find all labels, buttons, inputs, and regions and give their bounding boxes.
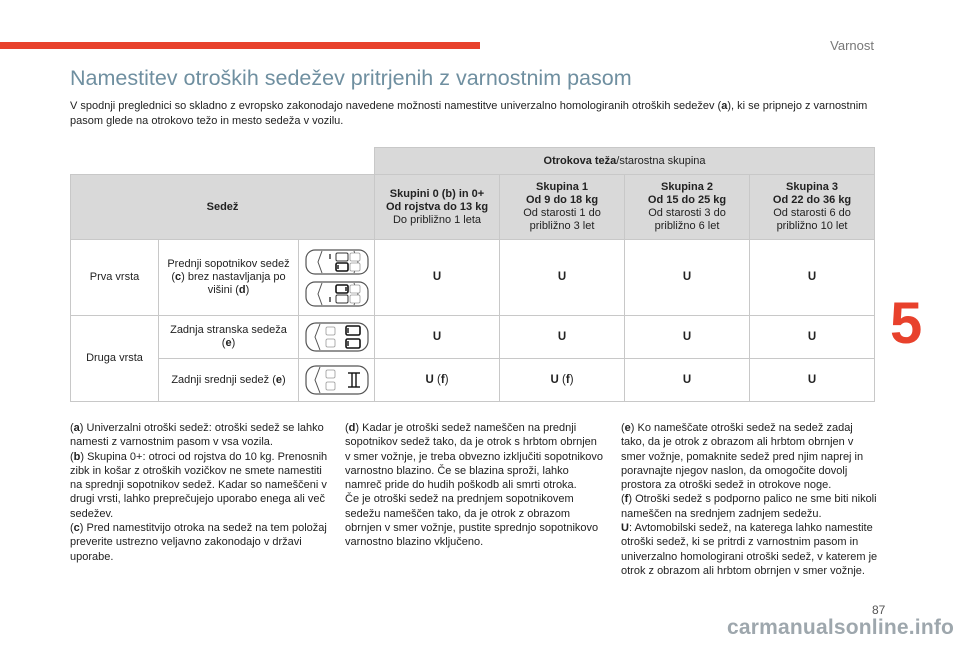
- value-first-0: U: [375, 240, 500, 316]
- value-center-3: U: [750, 359, 875, 402]
- car-rear-center-icon: [299, 359, 375, 402]
- page-title: Namestitev otroških sedežev pritrjenih z varnostnim pasom: [70, 66, 632, 90]
- value-center-0: U (f): [375, 359, 500, 402]
- row-label-first: Prva vrsta: [71, 240, 159, 316]
- seat-rear-side: Zadnja stranska sedeža (e): [159, 316, 299, 359]
- car-icon-front-rearward: [304, 279, 370, 309]
- accent-bar: [0, 42, 480, 49]
- table-row: [71, 240, 875, 316]
- group-header-3: Skupina 3 Od 22 do 36 kg Od starosti 6 do približno 10 let: [750, 175, 875, 240]
- row-label-second: Druga vrsta: [71, 316, 159, 402]
- value-first-1: U: [500, 240, 625, 316]
- notes-column-1: (a) Univerzalni otroški sedež: otroški sedež se lahko namesti z varnostnim pasom v vsa vozila. (b) Skupina 0+: otroci od rojstva do 10 kg. Prenosnih zibk in košar z otroških vozičkov ne smete namestiti na sprednji sopotnikov sedež. Kadar so nameščeni v drugi vrsti, lahko preprečujejo uporabo enega ali več sedežev. (c) Pred namestitvijo otroka na sedež na tem položaj preverite ustrezno veljavno zakonodajo v državi uporabe.: [70, 422, 328, 563]
- page-number: 87: [872, 603, 886, 617]
- car-icon-rear-center: [304, 363, 370, 397]
- car-front-seat-icon: [299, 240, 375, 316]
- value-side-2: U: [625, 316, 750, 359]
- value-side-1: U: [500, 316, 625, 359]
- seat-rear-center: Zadnji srednji sedež (e): [159, 359, 299, 402]
- seat-front-passenger: Prednji sopotnikov sedež (c) brez nastavljanja po višini (d): [159, 240, 299, 316]
- value-first-3: U: [750, 240, 875, 316]
- group-header-0: Skupini 0 (b) in 0+ Od rojstva do 13 kg Do približno 1 leta: [375, 175, 500, 240]
- value-side-3: U: [750, 316, 875, 359]
- value-side-0: U: [375, 316, 500, 359]
- group-header-1: Skupina 1 Od 9 do 18 kg Od starosti 1 do približno 3 let: [500, 175, 625, 240]
- group-header-2: Skupina 2 Od 15 do 25 kg Od starosti 3 do približno 6 let: [625, 175, 750, 240]
- table-row: [71, 316, 875, 359]
- car-icon-rear-side: [304, 320, 370, 354]
- notes-column-3: (e) Ko nameščate otroški sedež na sedež zadaj tako, da je otrok z obrazom ali hrbtom obrnjen v smer vožnje, pomaknite sedež pred njim naprej in poravnajte njegov naslon, da omogočite dovolj prostora za otroški sedež in otrokove noge. (f) Otroški sedež s podporno palico ne sme biti nikoli nameščen na srednjem zadnjem sedežu. U: Avtomobilski sedež, na katerega lahko namestite otroški sedež, ki se pritrdi z varnostnim pasom in univerzalno homologirani otroški sedež, v katerem je otrok z obrazom ali hrbtom obrnjen v smer vožnje.: [621, 422, 878, 577]
- value-center-2: U: [625, 359, 750, 402]
- intro-text: V spodnji preglednici so skladno z evropsko zakonodajo navedene možnosti namestitve univerzalno homologiranih otroških sedežev (a), ki se pripnejo z varnostnim pasom glede na otrokovo težo in mesto sedeža v vozilu.: [70, 100, 868, 127]
- notes-column-2: (d) Kadar je otroški sedež nameščen na prednji sopotnikov sedež tako, da je otrok s hrbtom obrnjen v smer vožnje, je treba obvezno izključiti sopotnikovo varnostno blazino. Če se blazina sproži, lahko namreč pride do hudih poškodb ali smrti otroka. Če je otroški sedež na prednjem sopotnikovem sedežu nameščen tako, da je otrok z obrazom obrnjen v smer vožnje, pustite sprednjo sopotnikovo varnostno blazino vključeno.: [345, 422, 604, 549]
- table-row: [71, 359, 875, 402]
- car-icon-front-forward: [304, 247, 370, 277]
- value-center-1: U (f): [500, 359, 625, 402]
- car-rear-side-icon: [299, 316, 375, 359]
- section-title: Varnost: [830, 38, 874, 53]
- weight-group-header: Otrokova teža/starostna skupina: [375, 148, 875, 175]
- child-seat-table: [70, 147, 875, 402]
- chapter-number: 5: [890, 291, 923, 356]
- seat-header: Sedež: [71, 175, 375, 240]
- value-first-2: U: [625, 240, 750, 316]
- watermark: carmanualsonline.info: [727, 616, 955, 639]
